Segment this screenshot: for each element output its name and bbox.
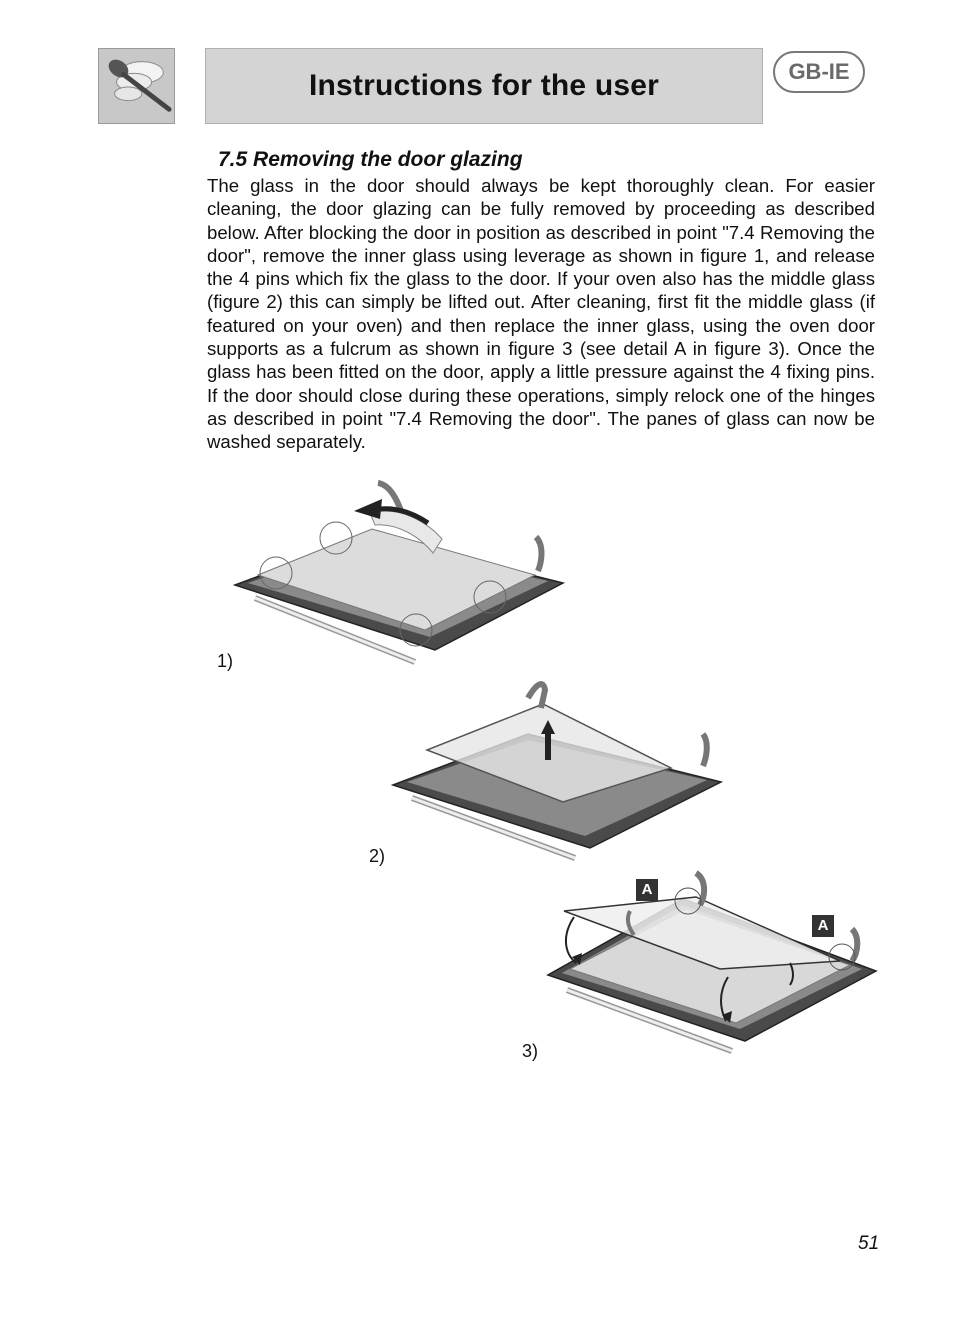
detail-a-label: A [641, 881, 653, 898]
region-badge: GB-IE [773, 51, 865, 93]
detail-a-label: A [817, 917, 829, 934]
figure-2-label: 2) [369, 846, 386, 866]
brand-logo [98, 48, 175, 124]
section-body: The glass in the door should always be kept thoroughly clean. For easier cleaning, the door glazing can be fully removed by proceeding as described below. After blocking the door in position as described in point "7.4 Removing the door", remove the inner glass using leverage as shown in figure 1, and release the 4 pins which fix the glass to the door. If your oven also has the middle glass (figure 2) this can simply be lifted out. After cleaning, first fit the middle glass (if featured on your oven) and then replace the inner glass, using the oven door supports as a fulcrum as shown in figure 3 (see detail A in figure 3). Once the glass has been fitted on the door, apply a little pressure against the 4 fixing pins. If the door should close during these operations, simply relock one of the hinges as described in point "7.4 Removing the door". The panes of glass can now be washed separately. [207, 175, 875, 453]
section-heading: 7.5 Removing the door glazing [218, 148, 523, 171]
figure-1-label: 1) [217, 651, 234, 671]
figure-1-illustration [217, 475, 570, 675]
figure-2-illustration [369, 668, 730, 868]
header-title-bar [205, 48, 763, 124]
figure-3-label: 3) [522, 1041, 539, 1061]
page-title: Instructions for the user [308, 69, 660, 102]
spoon-chef-hat-icon [99, 49, 174, 123]
page-number: 51 [858, 1233, 880, 1254]
figure-3-illustration [522, 865, 885, 1065]
